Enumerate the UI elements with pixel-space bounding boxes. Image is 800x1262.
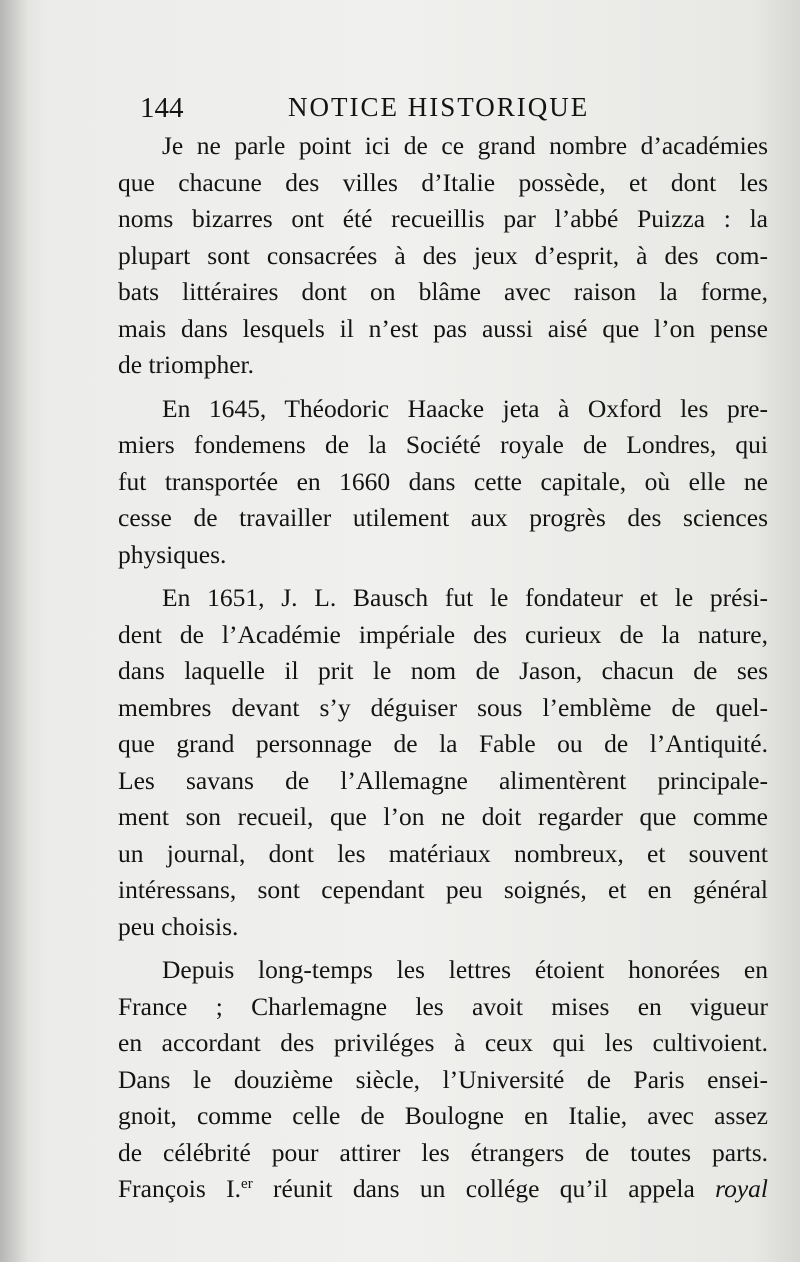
text-line: plupart sont consacrées à des jeux d’esprit, à des com- [118, 240, 768, 270]
page-header [140, 92, 660, 132]
text-line: peu choisis. [118, 911, 239, 941]
paragraph-2 [118, 391, 768, 574]
text-line: En 1651, J. L. Bausch fut le fondateur et le prési- [162, 583, 768, 612]
text-line: que grand personnage de la Fable ou de l’Antiquité. [118, 729, 768, 758]
running-title: NOTICE HISTORIQUE [288, 92, 590, 122]
paragraph-3 [118, 580, 768, 945]
text-line: de célébrité pour attirer les étrangers de toutes parts. [118, 1137, 768, 1167]
text-line: cesse de travailler utilement aux progrès des sciences [118, 503, 768, 532]
text-line: mais dans lesquels il n’est pas aussi aisé que l’on pense [118, 313, 768, 343]
paragraph-1 [118, 128, 768, 384]
text-line: Dans le douzième siècle, l’Université de Paris ensei- [118, 1064, 768, 1094]
text-line: un journal, dont les matériaux nombreux, et souvent [118, 838, 768, 868]
text-line: membres devant s’y déguiser sous l’emblème de quel- [118, 692, 768, 722]
text-line: noms bizarres ont été recueillis par l’abbé Puizza : la [118, 204, 768, 233]
text-line: dans laquelle il prit le nom de Jason, chacun de ses [118, 656, 768, 685]
text-line: bats littéraires dont on blâme avec raison la forme, [118, 277, 768, 306]
page-number: 144 [140, 92, 184, 124]
body-text [118, 128, 768, 1215]
text-fragment: réunit dans un collége qu’il appela [252, 1174, 716, 1203]
italic-word: royal [715, 1174, 769, 1203]
text-line: physiques. [118, 539, 227, 569]
text-line: En 1645, Théodoric Haacke jeta à Oxford les pre- [162, 393, 768, 423]
text-line: en accordant des priviléges à ceux qui les cultivoient. [118, 1028, 768, 1057]
text-line: miers fondemens de la Société royale de Londres, qui [118, 430, 768, 459]
text-line: Les savans de l’Allemagne alimentèrent principale- [118, 765, 768, 795]
text-line-final [118, 1171, 768, 1208]
superscript: er [241, 1176, 253, 1192]
paragraph-4 [118, 952, 768, 1208]
text-line: ment son recueil, que l’on ne doit regarder que comme [118, 802, 768, 831]
text-fragment: François I. [118, 1174, 242, 1203]
text-line: de triompher. [118, 350, 254, 379]
text-line: France ; Charlemagne les avoit mises en vigueur [118, 991, 768, 1021]
gutter-shadow [0, 0, 28, 1262]
text-line: fut transportée en 1660 dans cette capitale, où elle ne [118, 466, 768, 496]
text-line: dent de l’Académie impériale des curieux de la nature, [118, 619, 768, 649]
text-line: Je ne parle point ici de ce grand nombre d’académies [162, 131, 768, 160]
text-line: Depuis long-temps les lettres étoient honorées en [162, 955, 768, 984]
text-line: gnoit, comme celle de Boulogne en Italie, avec assez [118, 1101, 768, 1130]
text-line: que chacune des villes d’Italie possède, et dont les [118, 167, 768, 197]
text-line: intéressans, sont cependant peu soignés, et en général [118, 875, 768, 904]
